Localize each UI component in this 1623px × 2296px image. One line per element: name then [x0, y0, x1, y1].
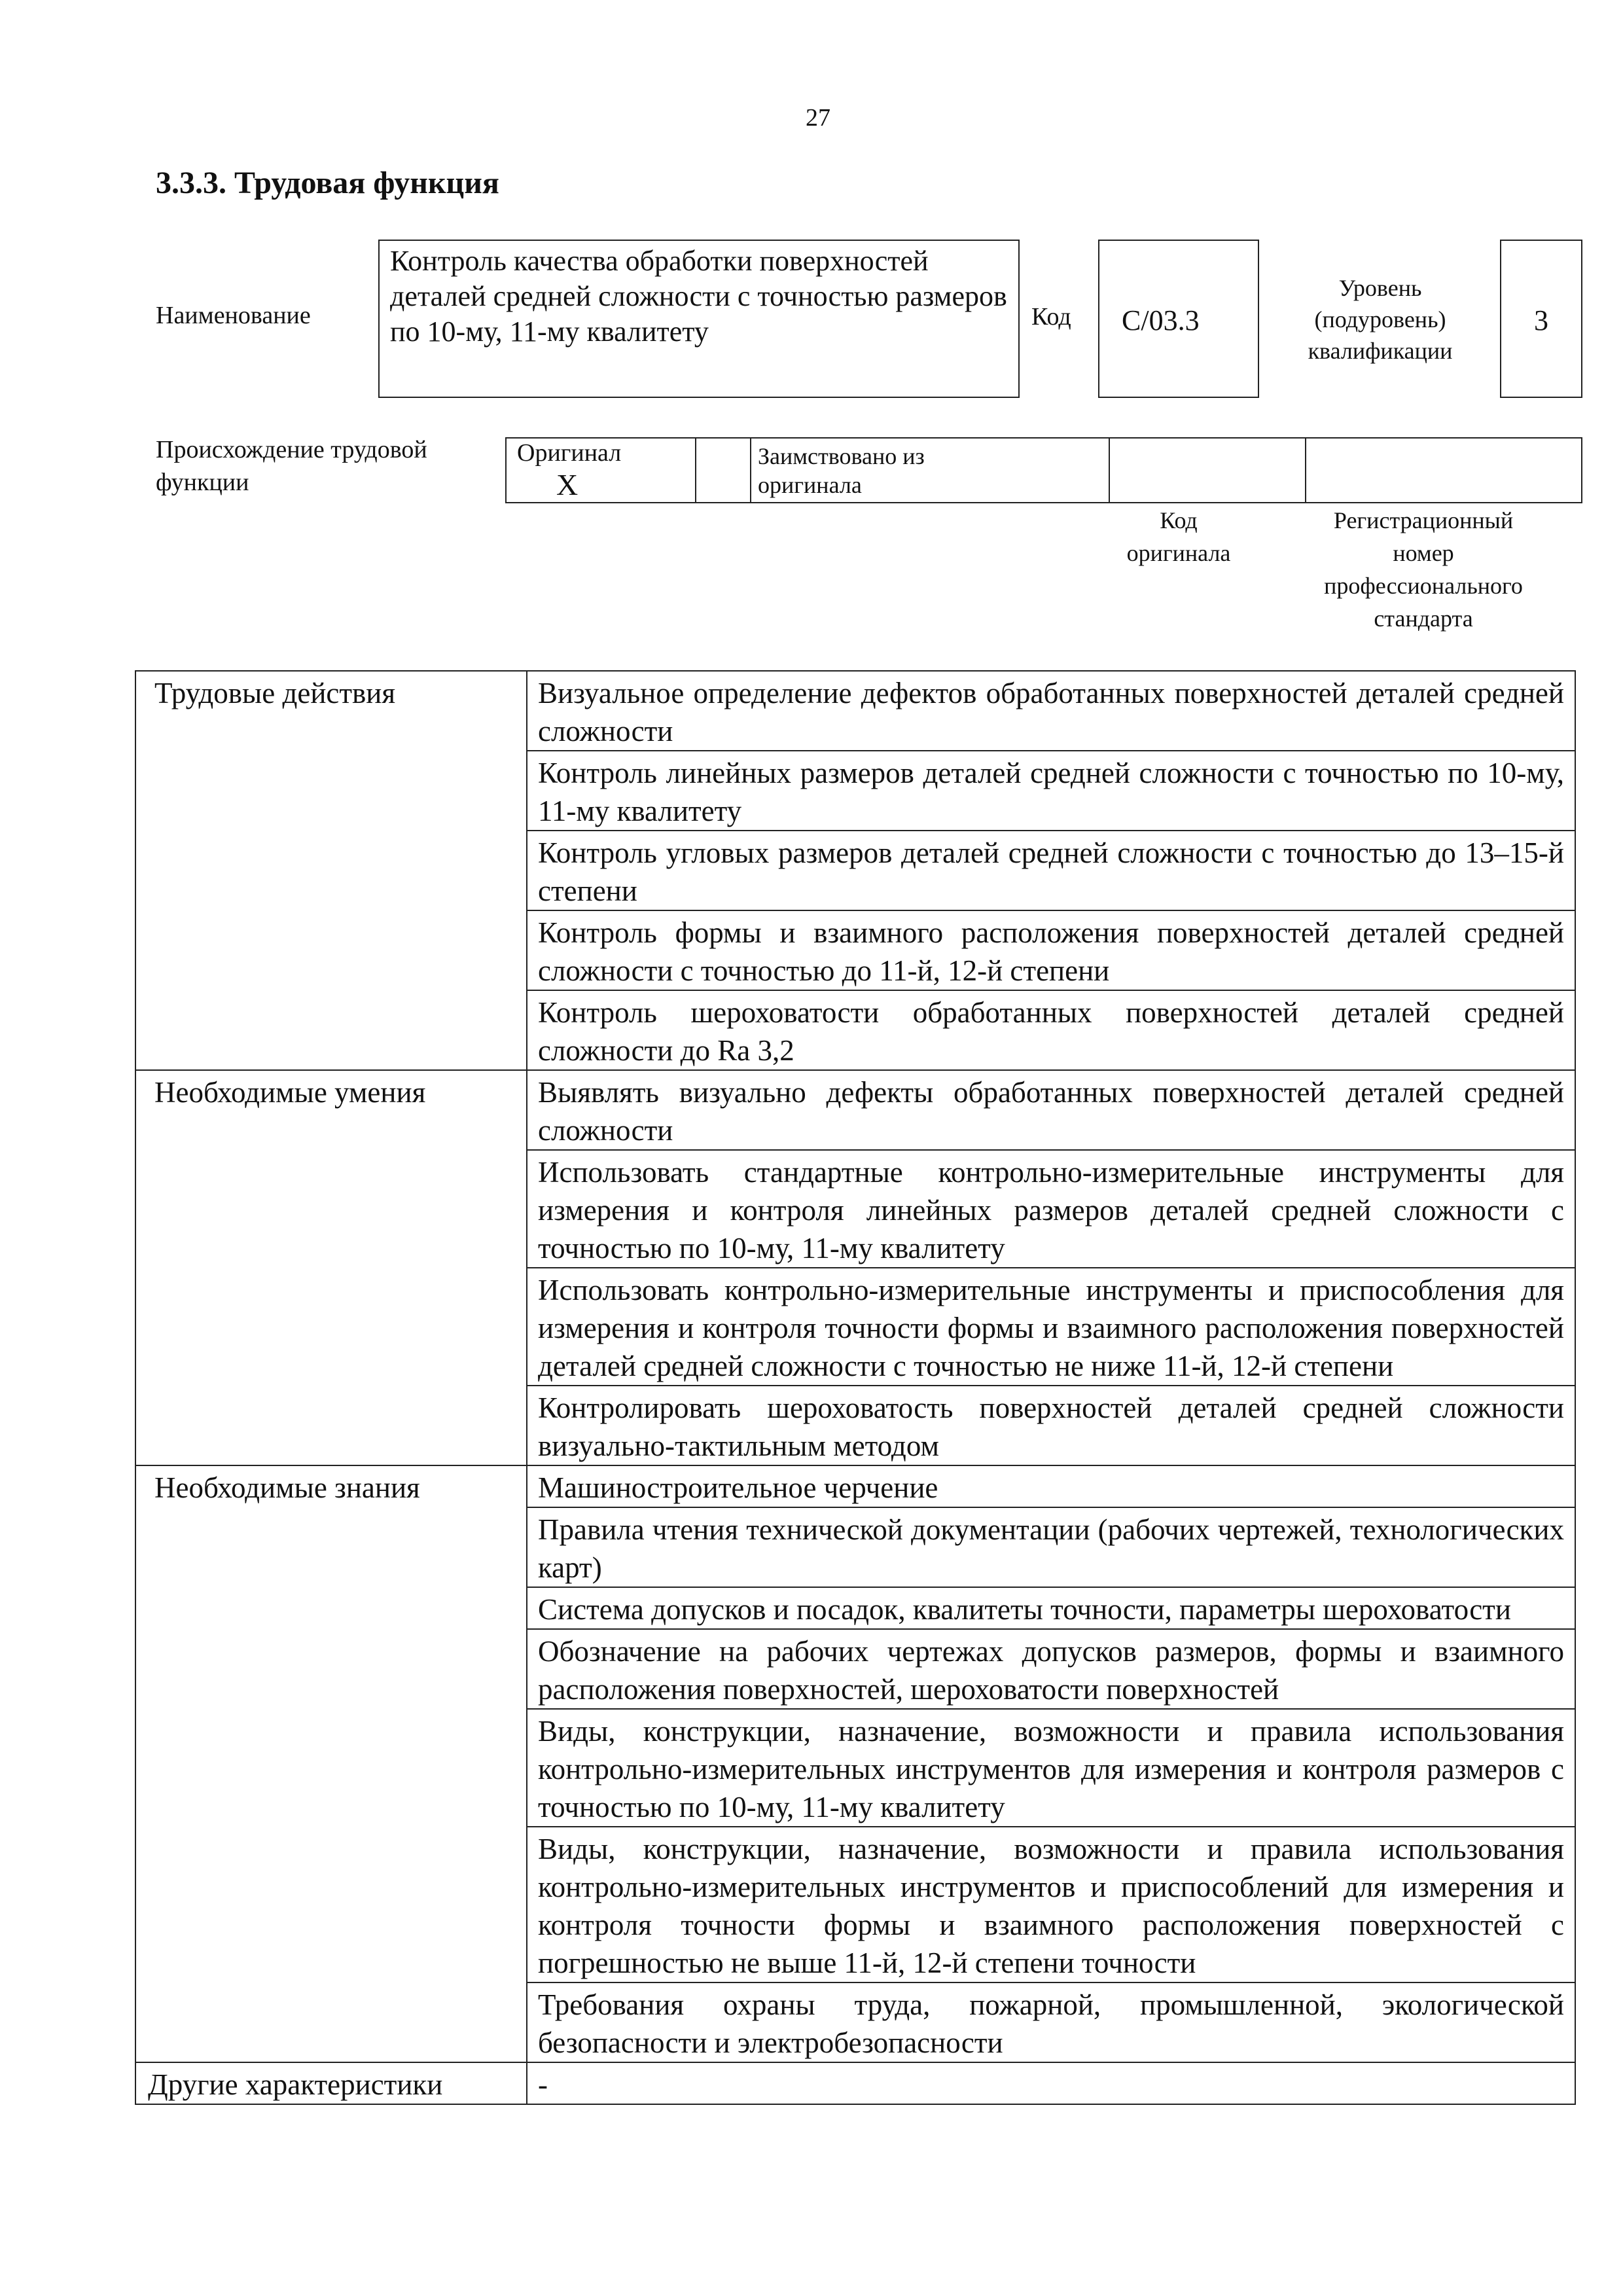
borrowed-label-line-1: Заимствовано из — [758, 442, 925, 469]
mark-spacer-cell — [696, 438, 751, 503]
code-caption-line-2: оригинала — [1126, 540, 1231, 566]
registration-caption — [1263, 504, 1584, 635]
item-cell: Использовать контрольно-измерительные инструменты и приспособления для измерения и контроля точности формы и взаимного расположения поверхностей деталей средней сложности с точностью не ниже 11-й, 12-й степени — [527, 1268, 1575, 1386]
category-cell: Необходимые знания — [135, 1465, 527, 2062]
page-number: 27 — [806, 104, 830, 132]
table-row — [135, 2062, 1575, 2104]
origin-label-line-1: Происхождение трудовой — [156, 436, 427, 463]
item-cell: Виды, конструкции, назначение, возможности и правила использования контрольно-измерительных инструментов для измерения и контроля размеров с точностью по 10-му, 11-му квалитету — [527, 1709, 1575, 1827]
code-caption-line-1: Код — [1160, 507, 1198, 533]
origin-table — [505, 437, 1582, 503]
original-mark: X — [556, 468, 579, 501]
origin-label-line-2: функции — [156, 469, 249, 496]
item-cell: - — [527, 2062, 1575, 2104]
item-cell: Использовать стандартные контрольно-измерительные инструменты для измерения и контроля линейных размеров деталей средней сложности с точностью по 10-му, 11-му квалитету — [527, 1150, 1575, 1268]
level-box: 3 — [1500, 240, 1582, 398]
item-cell: Машиностроительное черчение — [527, 1465, 1575, 1507]
item-cell: Контроль линейных размеров деталей средней сложности с точностью по 10-му, 11-му квалитету — [527, 751, 1575, 831]
item-cell: Система допусков и посадок, квалитеты точности, параметры шероховатости — [527, 1587, 1575, 1629]
code-box: С/03.3 — [1098, 240, 1259, 398]
level-label-line-1: Уровень — [1338, 275, 1422, 301]
item-cell: Контролировать шероховатость поверхностей деталей средней сложности визуально-тактильным методом — [527, 1386, 1575, 1465]
item-cell: Контроль формы и взаимного расположения поверхностей деталей средней сложности с точностью до 11-й, 12-й степени — [527, 910, 1575, 990]
function-details-table — [135, 670, 1576, 2105]
item-cell: Правила чтения технической документации (рабочих чертежей, технологических карт) — [527, 1507, 1575, 1587]
item-cell: Контроль угловых размеров деталей средней сложности с точностью до 13–15-й степени — [527, 831, 1575, 910]
level-label — [1259, 272, 1501, 367]
registration-caption-line-3: профессионального — [1324, 573, 1523, 599]
item-cell: Контроль шероховатости обработанных поверхностей деталей средней сложности до Ra 3,2 — [527, 990, 1575, 1070]
original-cell — [506, 438, 696, 503]
category-cell: Другие характеристики — [135, 2062, 527, 2104]
item-cell: Визуальное определение дефектов обработанных поверхностей деталей средней сложности — [527, 671, 1575, 751]
section-heading: 3.3.3. Трудовая функция — [156, 166, 499, 200]
item-cell: Обозначение на рабочих чертежах допусков размеров, формы и взаимного расположения поверхностей, шероховатости поверхностей — [527, 1629, 1575, 1709]
code-label: Код — [1031, 303, 1071, 331]
item-cell: Выявлять визуально дефекты обработанных поверхностей деталей средней сложности — [527, 1070, 1575, 1150]
code-caption — [1089, 504, 1268, 569]
borrowed-cell — [751, 438, 1109, 503]
category-cell: Необходимые умения — [135, 1070, 527, 1465]
item-cell: Требования охраны труда, пожарной, промышленной, экологической безопасности и электробезопасности — [527, 1982, 1575, 2062]
original-label: Оригинал — [517, 439, 622, 467]
origin-label — [156, 433, 483, 499]
registration-caption-line-1: Регистрационный — [1333, 507, 1514, 533]
level-label-line-3: квалификации — [1308, 338, 1453, 364]
registration-caption-line-2: номер — [1393, 540, 1454, 566]
level-label-line-2: (подуровень) — [1314, 306, 1446, 332]
name-label: Наименование — [156, 302, 311, 329]
registration-caption-line-4: стандарта — [1374, 605, 1473, 632]
table-row — [135, 1465, 1575, 1507]
registration-number-cell — [1306, 438, 1582, 503]
item-cell: Виды, конструкции, назначение, возможности и правила использования контрольно-измерительных инструментов и приспособлений для измерения и контроля точности формы и взаимного расположения поверхностей с погрешностью не выше 11-й, 12-й степени точности — [527, 1827, 1575, 1982]
category-cell: Трудовые действия — [135, 671, 527, 1070]
table-row — [135, 1070, 1575, 1150]
borrowed-label-line-2: оригинала — [758, 471, 862, 498]
table-row — [135, 671, 1575, 751]
original-code-cell — [1109, 438, 1306, 503]
function-name-box: Контроль качества обработки поверхностей деталей средней сложности с точностью размеров по 10-му, 11-му квалитету — [378, 240, 1020, 398]
